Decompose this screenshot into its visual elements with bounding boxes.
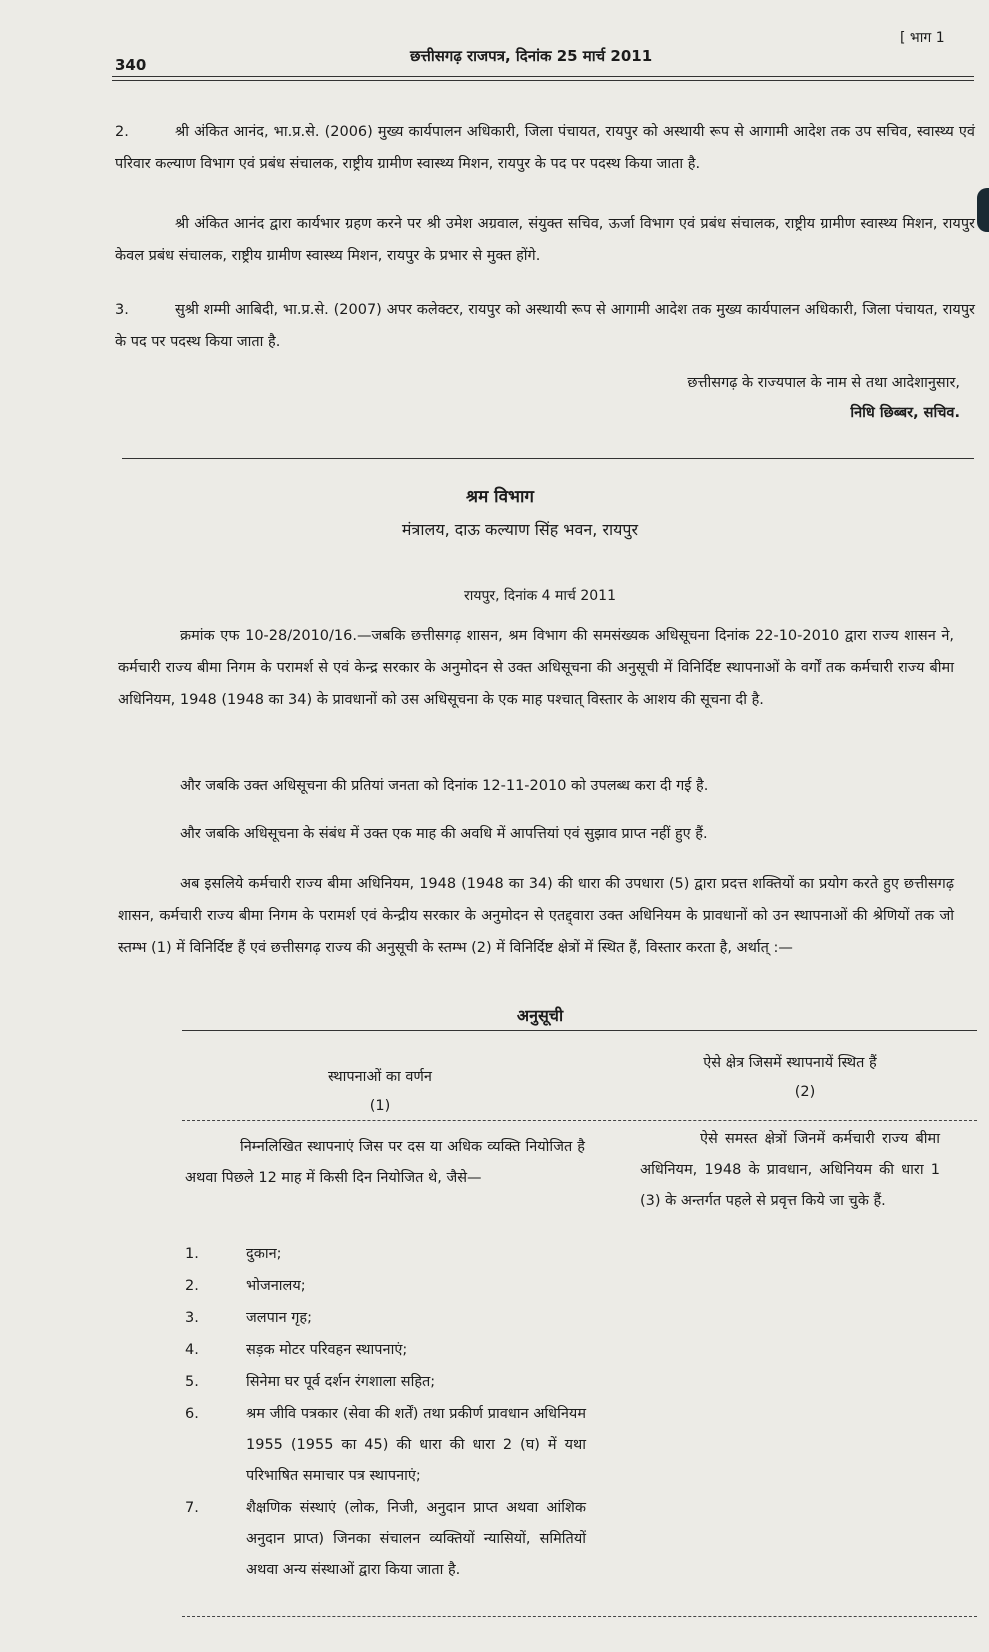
notification-para-2: और जबकि उक्त अधिसूचना की प्रतियां जनता को दिनांक 12-11-2010 को उपलब्ध करा दी गई है. — [180, 778, 709, 794]
notification-para-1: क्रमांक एफ 10-28/2010/16.—जबकि छत्तीसगढ़ शासन, श्रम विभाग की समसंख्यक अधिसूचना दिनांक 22-10-2010 द्वारा राज्य शासन ने, कर्मचारी राज्य बीमा निगम के परामर्श से एवं केन्द्र सरकार के अनुमोदन से उक्त अधिसूचना की अनुसूची में विनिर्दिष्ट स्थापनाओं के वर्गों तक कर्मचारी राज्य बीमा अधिनियम, 1948 (1948 का 34) के प्रावधानों को उस अधिसूचना के एक माह पश्चात् विस्तार के आशय की सूचना दी है. — [118, 628, 954, 708]
notification-para-3: और जबकि अधिसूचना के संबंध में उक्त एक माह की अवधि में आपत्तियां एवं सुझाव प्राप्त नहीं हुए हैं. — [180, 826, 708, 842]
order-date: रायपुर, दिनांक 4 मार्च 2011 — [463, 588, 617, 604]
header-rule-top — [112, 76, 974, 77]
column-2-text: ऐसे समस्त क्षेत्रों जिनमें कर्मचारी राज्य बीमा अधिनियम, 1948 के प्रावधान, अधिनियम की धारा 1 (3) के अन्तर्गत पहले से प्रवृत्त किये जा चुके हैं. — [640, 1131, 940, 1209]
item-5-number: 5. — [185, 1374, 199, 1390]
item-4-number: 4. — [185, 1342, 199, 1358]
item-6: श्रम जीवि पत्रकार (सेवा की शर्तें) तथा प्रकीर्ण प्रावधान अधिनियम 1955 (1955 का 45) की धारा की धारा 2 (घ) में यथा परिभाषित समाचार पत्र स्थापनाएं; — [246, 1406, 586, 1484]
signature-line-2: निधि छिब्बर, सचिव. — [850, 405, 960, 421]
schedule-title: अनुसूची — [516, 1006, 564, 1025]
para-2b: श्री अंकित आनंद द्वारा कार्यभार ग्रहण करने पर श्री उमेश अग्रवाल, संयुक्त सचिव, ऊर्जा विभाग एवं प्रबंध संचालक, राष्ट्रीय ग्रामीण स्वास्थ्य मिशन, रायपुर केवल प्रबंध संचालक, राष्ट्रीय ग्रामीण स्वास्थ्य मिशन, रायपुर के प्रभार से मुक्त होंगे. — [115, 216, 975, 264]
notification-para-4: अब इसलिये कर्मचारी राज्य बीमा अधिनियम, 1948 (1948 का 34) की धारा की उपधारा (5) द्वारा प्रदत्त शक्तियों का प्रयोग करते हुए छत्तीसगढ़ शासन, कर्मचारी राज्य बीमा निगम के परामर्श एवं केन्द्रीय सरकार के अनुमोदन से एतद्द्वारा उक्त अधिनियम के प्रावधानों को उन स्थापनाओं की श्रेणियों तक जो स्तम्भ (1) में विनिर्दिष्ट हैं एवं छत्तीसगढ़ राज्य की अनुसूची के स्तम्भ (2) में विनिर्दिष्ट क्षेत्रों में स्थित हैं, विस्तार करता है, अर्थात् :— — [118, 876, 954, 956]
page-number: 340 — [115, 56, 147, 74]
schedule-top-rule — [182, 1030, 977, 1031]
department-address: मंत्रालय, दाऊ कल्याण सिंह भवन, रायपुर — [401, 520, 639, 539]
column-2-heading: ऐसे क्षेत्र जिसमें स्थापनायें स्थित हैं — [703, 1055, 877, 1071]
signature-line-1: छत्तीसगढ़ के राज्यपाल के नाम से तथा आदेशानुसार, — [687, 375, 960, 391]
item-4: सड़क मोटर परिवहन स्थापनाएं; — [246, 1342, 408, 1358]
item-6-number: 6. — [185, 1406, 199, 1422]
para-3: सुश्री शम्मी आबिदी, भा.प्र.से. (2007) अपर कलेक्टर, रायपुर को अस्थायी रूप से आगामी आदेश तक मुख्य कार्यपालन अधिकारी, जिला पंचायत, रायपुर के पद पर पदस्थ किया जाता है. — [115, 302, 975, 350]
item-7-number: 7. — [185, 1500, 199, 1516]
gazette-title: छत्तीसगढ़ राजपत्र, दिनांक 25 मार्च 2011 — [410, 47, 653, 65]
item-3: जलपान गृह; — [246, 1310, 312, 1326]
item-1: दुकान; — [246, 1246, 282, 1262]
item-2-number: 2. — [185, 1278, 199, 1294]
schedule-header-rule — [182, 1120, 977, 1121]
part-label: [ भाग 1 — [900, 30, 945, 46]
item-1-number: 1. — [185, 1246, 199, 1262]
para-2: श्री अंकित आनंद, भा.प्र.से. (2006) मुख्य कार्यपालन अधिकारी, जिला पंचायत, रायपुर को अस्थायी रूप से आगामी आदेश तक उप सचिव, स्वास्थ्य एवं परिवार कल्याण विभाग एवं प्रबंध संचालक, राष्ट्रीय ग्रामीण स्वास्थ्य मिशन, रायपुर के पद पर पदस्थ किया जाता है. — [115, 124, 975, 172]
para-2-number: 2. — [115, 124, 129, 140]
schedule-bottom-rule — [182, 1616, 977, 1617]
header-rule-bottom — [112, 80, 974, 81]
column-2-number: (2) — [794, 1084, 816, 1100]
para-3-number: 3. — [115, 302, 129, 318]
section-divider — [122, 458, 974, 459]
department-title: श्रम विभाग — [466, 487, 534, 507]
item-3-number: 3. — [185, 1310, 199, 1326]
column-1-number: (1) — [369, 1098, 391, 1114]
column-1-heading: स्थापनाओं का वर्णन — [328, 1069, 432, 1085]
page-edge-mark — [977, 188, 989, 232]
column-1-intro: निम्नलिखित स्थापनाएं जिस पर दस या अधिक व्यक्ति नियोजित है अथवा पिछले 12 माह में किसी दिन नियोजित थे, जैसे— — [185, 1139, 585, 1186]
item-2: भोजनालय; — [246, 1278, 306, 1294]
item-5: सिनेमा घर पूर्व दर्शन रंगशाला सहित; — [246, 1374, 436, 1390]
item-7: शैक्षणिक संस्थाएं (लोक, निजी, अनुदान प्राप्त अथवा आंशिक अनुदान प्राप्त) जिनका संचालन व्यक्तियों न्यासियों, समितियों अथवा अन्य संस्थाओं द्वारा किया जाता है. — [246, 1500, 586, 1578]
